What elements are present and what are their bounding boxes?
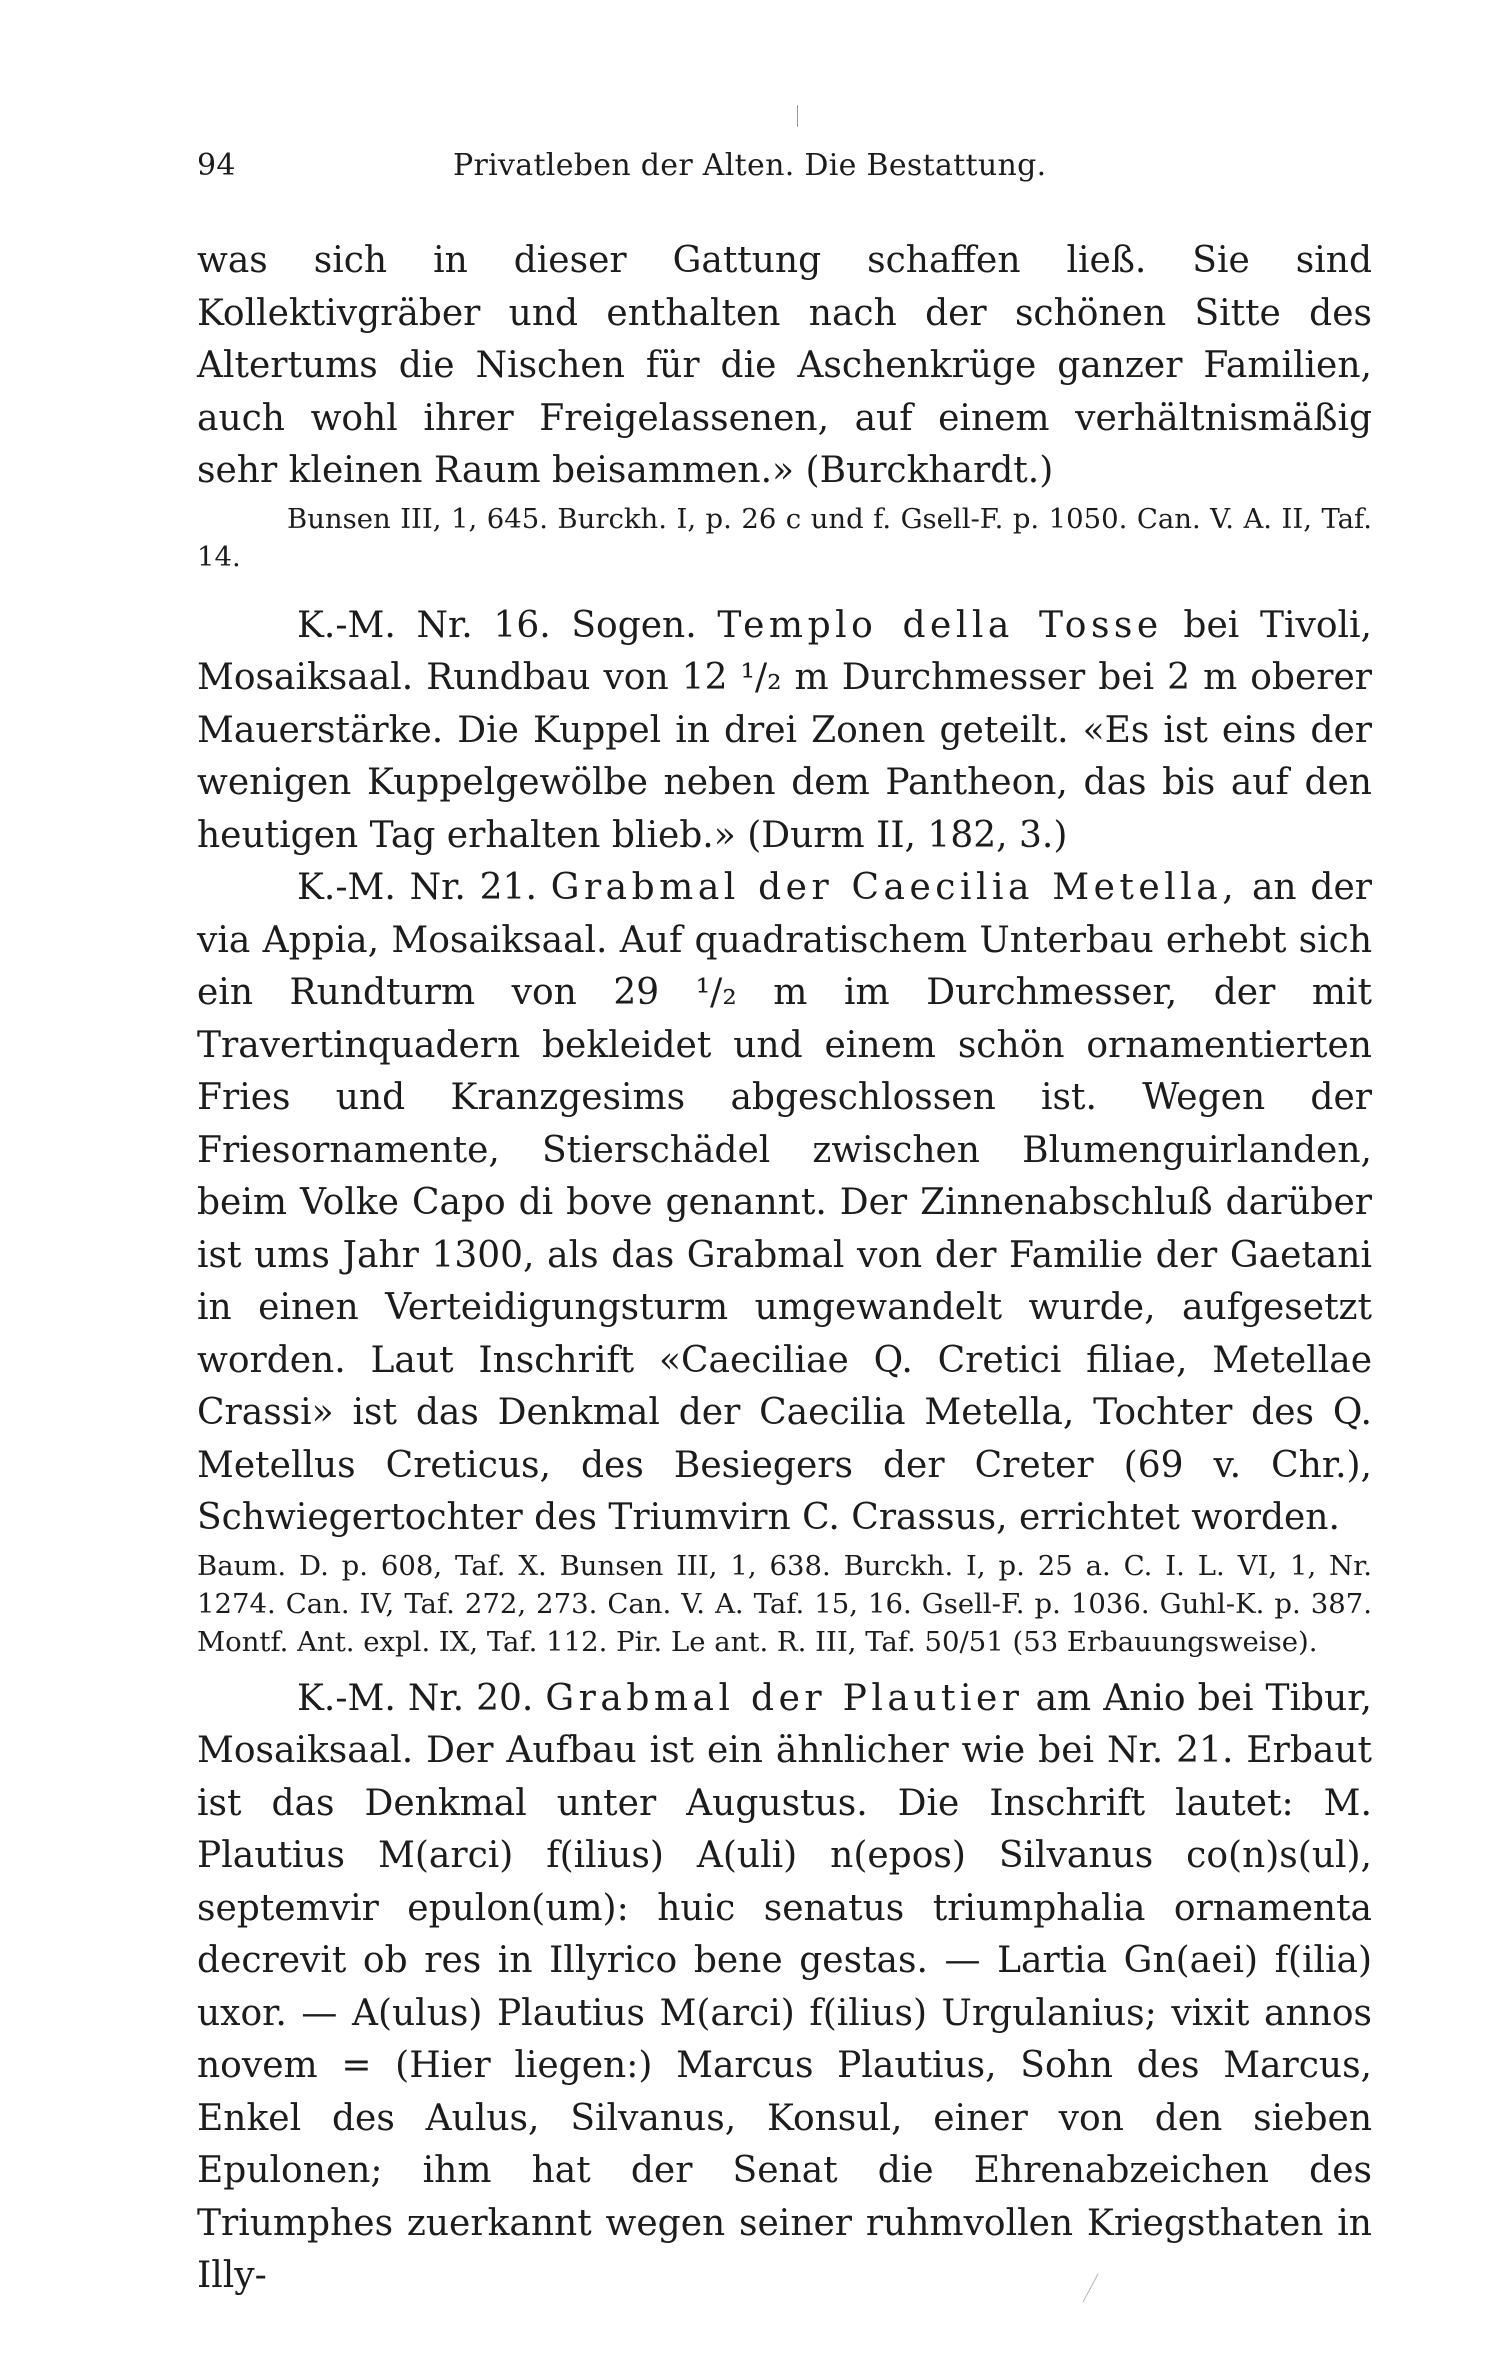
paragraph-text: bei Tivoli, Mosaiksaal. Rundbau von 12 ¹/₂ m Durchmesser bei 2 m oberer Mauerstärke. Die Kuppel in drei Zonen geteilt. «Es ist eins der wenigen Kuppelgewölbe neben dem Pantheon, das bis auf den heutigen Tag erhalten blieb.» (Durm II, 182, 3.) xyxy=(197,604,1372,856)
catalog-number: K.-M. Nr. 20. xyxy=(297,1677,534,1719)
scan-artifact-line xyxy=(797,105,798,127)
paragraph-text: an der via Appia, Mosaiksaal. Auf quadratischem Unterbau erhebt sich ein Rundturm von 29 ¹/₂ m im Durchmesser, der mit Travertinquadern bekleidet und einem schön ornamentierten Fries und Kranzgesims abgeschlossen ist. Wegen der Friesornamente, Stierschädel zwischen Blumenguirlanden, beim Volke Capo di bove genannt. Der Zinnenabschluß darüber ist ums Jahr 1300, als das Grabmal von der Familie der Gaetani in einen Verteidigungsturm umgewandelt wurde, aufgesetzt worden. Laut Inschrift «Caeciliae Q. Cretici filiae, Metellae Crassi» ist das Denkmal der Caecilia Metella, Tochter des Q. Metellus Creticus, des Besiegers der Creter (69 v. Chr.), Schwiegertochter des Triumvirn C. Crassus, errichtet worden. xyxy=(197,867,1372,1538)
paragraph-text: am Anio bei Tibur, Mosaiksaal. Der Aufbau ist ein ähnlicher wie bei Nr. 21. Erbaut ist das Denkmal unter Augustus. Die Inschrift lautet: M. Plautius M(arci) f(ilius) A(uli) n(epos) Silvanus co(n)s(ul), septemvir epulon(um): huic senatus triumphalia ornamenta decrevit ob res in Illyrico bene gestas. — Lartia Gn(aei) f(ilia) uxor. — A(ulus) Plautius M(arci) f(ilius) Urgulanius; vixit annos novem = (Hier liegen:) Marcus Plautius, Sohn des Marcus, Enkel des Aulus, Silvanus, Konsul, einer von den sieben Epulonen; ihm hat der Senat die Ehrenabzeichen des Triumphes zuerkannt wegen seiner ruhmvollen Kriegsthaten in Illy- xyxy=(197,1677,1372,2296)
running-head: Privatleben der Alten. Die Bestattung. xyxy=(453,148,1047,183)
page-header xyxy=(197,148,1372,194)
references-kollektivgraeber: Bunsen III, 1, 645. Burckh. I, p. 26 c und f. Gsell-F. p. 1050. Can. V. A. II, Taf. 14. xyxy=(197,502,1372,573)
page-number: 94 xyxy=(197,148,236,183)
catalog-number: K.-M. Nr. 21. xyxy=(297,867,537,908)
references-caecilia-metella: Baum. D. p. 608, Taf. X. Bunsen III, 1, 638. Burckh. I, p. 25 a. C. I. L. VI, 1, Nr. 1274. Can. IV, Taf. 272, 273. Can. V. A. Taf. 15, 16. Gsell-F. p. 1036. Guhl-K. p. 387. Montf. Ant. expl. IX, Taf. 112. Pir. Le ant. R. III, Taf. 50/51 (53 Erbauungsweise). xyxy=(197,1549,1372,1658)
page-body xyxy=(197,235,1372,2303)
monument-title: Grabmal der Caecilia Metella, xyxy=(550,867,1239,908)
monument-title: Templo della Tosse xyxy=(717,604,1163,646)
catalog-number: K.-M. Nr. 16. Sogen. xyxy=(297,604,697,646)
paragraph-caecilia-metella xyxy=(197,862,1372,1545)
paragraph-kollektivgraeber: was sich in dieser Gattung schaffen ließ. Sie sind Kollektivgräber und enthalten nach der schönen Sitte des Altertums die Nischen für die Aschenkrüge ganzer Familien, auch wohl ihrer Freigelassenen, auf einem verhältnismäßig sehr kleinen Raum beisammen.» (Burckhardt.) xyxy=(197,240,1372,491)
paragraph-templo-della-tosse xyxy=(197,600,1372,863)
paragraph-grabmal-der-plautier xyxy=(197,1673,1372,2303)
monument-title: Grabmal der Plautier xyxy=(545,1677,1024,1719)
